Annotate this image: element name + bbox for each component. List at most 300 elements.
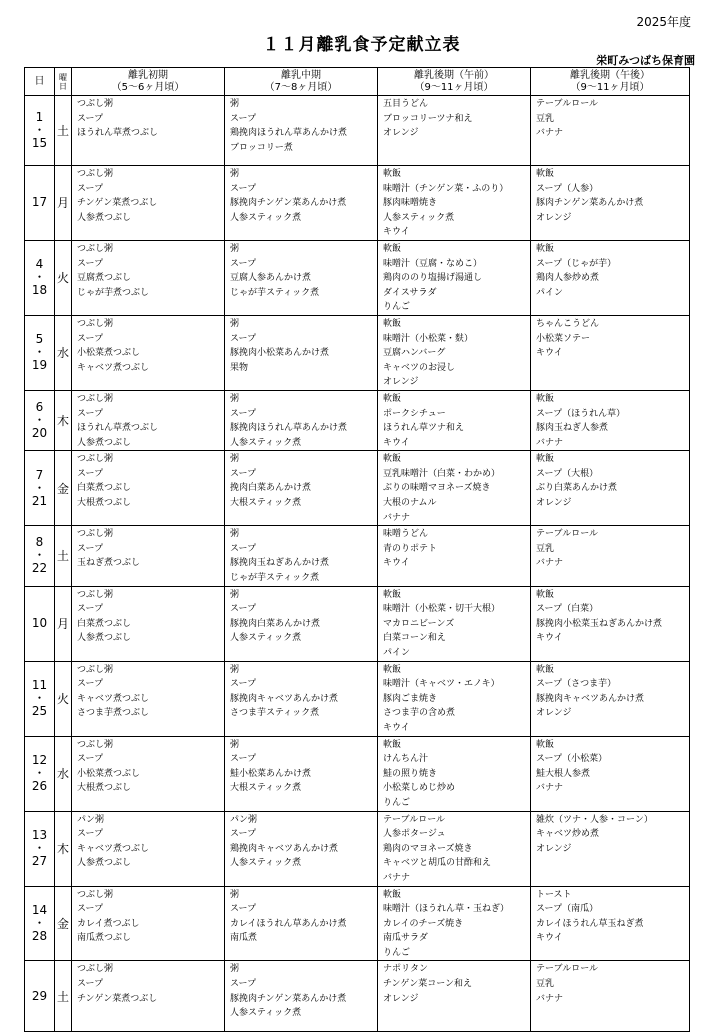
date-part: 22 [31, 561, 48, 576]
menu-item: マカロニビーンズ [383, 618, 455, 629]
menu-item: バナナ [536, 993, 564, 1004]
date-part: ・ [33, 841, 46, 856]
menu-cell-p1 [72, 390, 225, 450]
date-part: 8 [35, 535, 44, 550]
menu-item: オレンジ [536, 708, 572, 719]
menu-item: スープ [230, 258, 257, 269]
menu-item: つぶし粥 [77, 589, 114, 600]
menu-item: ナポリタン [383, 964, 429, 975]
date-cell [25, 240, 55, 315]
date-cell [25, 451, 55, 526]
menu-item: カレイ煮つぶし [77, 918, 140, 929]
menu-item: スープ [77, 979, 104, 990]
menu-item: スープ [230, 468, 257, 479]
menu-item: つぶし粥 [77, 318, 114, 329]
date-part: 6 [35, 400, 44, 415]
menu-item: 軟飯 [383, 243, 402, 254]
menu-item: 豚挽肉小松菜あんかけ煮 [230, 348, 330, 359]
menu-item: スープ（大根） [536, 468, 599, 479]
menu-item: スープ [77, 754, 104, 765]
menu-item: つぶし粥 [77, 243, 114, 254]
menu-item: 軟飯 [536, 739, 555, 750]
menu-cell-p3 [378, 240, 531, 315]
menu-cell-p3 [378, 886, 531, 961]
menu-item: 味噌汁（豆腐・なめこ） [383, 258, 483, 269]
menu-item: 豚挽肉ほうれん草あんかけ煮 [230, 423, 348, 434]
date-part: ・ [33, 413, 46, 428]
date-cell [25, 586, 55, 661]
menu-cell-p4 [531, 661, 690, 736]
menu-item: ブロッコリー煮 [230, 142, 293, 153]
menu-item: つぶし粥 [77, 99, 114, 109]
menu-item: ぶり白菜あんかけ煮 [536, 483, 618, 494]
menu-item: 鶏挽肉キャベツあんかけ煮 [230, 843, 339, 854]
menu-item: 軟飯 [536, 169, 555, 179]
date-part: 1 [35, 110, 44, 124]
menu-cell-p1 [72, 166, 225, 241]
date-part: 28 [31, 928, 48, 943]
menu-item: スープ [230, 904, 257, 915]
menu-cell-p2 [225, 886, 378, 961]
menu-item: つぶし粥 [77, 739, 114, 750]
menu-item: 味噌汁（ほうれん草・玉ねぎ） [383, 904, 510, 915]
menu-item: 人参スティック煮 [230, 1008, 302, 1019]
menu-item: バナナ [383, 512, 411, 523]
weekday-cell: 木 [55, 811, 72, 886]
weekday-cell: 土 [55, 96, 72, 166]
menu-item: キウイ [383, 722, 410, 733]
menu-row [25, 240, 690, 315]
menu-item: 果物 [230, 362, 249, 373]
menu-item: 鶏肉ののり塩揚げ湯通し [383, 273, 483, 284]
menu-item: カレイのチーズ焼き [383, 918, 464, 929]
header-dow: 曜 日 [55, 68, 72, 96]
menu-item: カレイほうれん草玉ねぎ煮 [536, 918, 644, 929]
menu-item: バナナ [536, 783, 564, 794]
menu-item: ダイスサラダ [383, 287, 437, 298]
menu-item: スープ [77, 604, 104, 615]
menu-item: 豚挽肉チンゲン菜あんかけ煮 [230, 198, 347, 209]
menu-cell-p1 [72, 961, 225, 1032]
menu-cell-p3 [378, 811, 531, 886]
menu-item: 人参スティック煮 [230, 858, 302, 869]
date-part: 18 [31, 283, 48, 298]
date-part: ・ [33, 123, 46, 137]
menu-item: 人参煮つぶし [77, 633, 132, 644]
date-cell [25, 315, 55, 390]
menu-cell-p4 [531, 586, 690, 661]
menu-item: 粥 [230, 454, 240, 465]
menu-item: テーブルロール [536, 529, 599, 540]
menu-cell-p4 [531, 961, 690, 1032]
menu-cell-p2 [225, 390, 378, 450]
menu-item: 小松菜煮つぶし [77, 768, 141, 779]
menu-cell-p3 [378, 166, 531, 241]
date-part: ・ [33, 270, 46, 285]
menu-item: 軟飯 [383, 889, 402, 900]
menu-item: 豚肉玉ねぎ人参煮 [536, 423, 609, 434]
date-cell [25, 390, 55, 450]
menu-row [25, 811, 690, 886]
menu-cell-p3 [378, 526, 531, 586]
date-cell [25, 166, 55, 241]
menu-item: オレンジ [383, 993, 419, 1004]
date-part: 29 [31, 988, 48, 1003]
menu-cell-p1 [72, 526, 225, 586]
menu-item: スープ [77, 408, 104, 419]
date-cell [25, 736, 55, 811]
menu-item: じゃが芋煮つぶし [77, 287, 150, 298]
date-part: 15 [31, 136, 48, 150]
menu-cell-p3 [378, 736, 531, 811]
page-title: １１月離乳食予定献立表 [262, 35, 461, 55]
menu-item: 白菜煮つぶし [77, 483, 132, 494]
menu-cell-p4 [531, 886, 690, 961]
date-part: 17 [31, 195, 48, 210]
menu-item: さつま芋スティック煮 [230, 708, 320, 719]
weekday-cell: 木 [55, 390, 72, 450]
menu-item: 味噌汁（チンゲン菜・ふのり） [383, 183, 509, 194]
menu-item: 軟飯 [536, 243, 555, 254]
weekday-cell: 月 [55, 586, 72, 661]
menu-item: 豆乳 [536, 543, 555, 554]
date-cell [25, 96, 55, 166]
menu-item: 小松菜しめじ炒め [383, 783, 456, 794]
menu-item: スープ [77, 183, 104, 194]
date-cell [25, 961, 55, 1032]
weekday-cell: 金 [55, 886, 72, 961]
weekday-cell: 火 [55, 661, 72, 736]
menu-item: 味噌汁（キャベツ・エノキ） [383, 679, 500, 690]
menu-item: ほうれん草煮つぶし [77, 423, 159, 434]
menu-item: 粥 [230, 664, 240, 675]
menu-item: 五目うどん [383, 99, 429, 109]
menu-item: スープ（白菜） [536, 604, 599, 615]
menu-item: チンゲン菜煮つぶし [77, 993, 158, 1004]
menu-item: 大根スティック煮 [230, 498, 302, 509]
menu-item: 豆乳 [536, 979, 555, 990]
menu-item: キャベツのお浸し [383, 362, 456, 373]
menu-item: 軟飯 [536, 664, 555, 675]
menu-item: つぶし粥 [77, 664, 114, 675]
header-date: 日 [25, 68, 55, 96]
menu-item: りんご [383, 947, 411, 958]
menu-item: 人参スティック煮 [230, 437, 302, 448]
menu-item: 粥 [230, 99, 240, 109]
date-cell [25, 526, 55, 586]
menu-item: 豆乳味噌汁（白菜・わかめ） [383, 468, 501, 479]
menu-item: つぶし粥 [77, 889, 114, 900]
menu-cell-p2 [225, 240, 378, 315]
menu-row [25, 96, 690, 166]
menu-item: 鶏挽肉ほうれん草あんかけ煮 [230, 128, 348, 139]
menu-item: 小松菜煮つぶし [77, 348, 141, 359]
menu-item: 粥 [230, 529, 240, 540]
menu-item: 人参煮つぶし [77, 212, 132, 223]
menu-item: 南瓜サラダ [383, 933, 428, 944]
menu-item: 小松菜ソテー [536, 333, 591, 344]
menu-item: キャベツ炒め煮 [536, 829, 600, 840]
menu-cell-p1 [72, 886, 225, 961]
menu-cell-p1 [72, 811, 225, 886]
menu-item: 青のりポテト [383, 543, 438, 554]
menu-item: 軟飯 [383, 393, 402, 404]
menu-row [25, 166, 690, 241]
menu-item: 大根煮つぶし [77, 498, 132, 509]
menu-cell-p2 [225, 961, 378, 1032]
menu-item: ほうれん草煮つぶし [77, 128, 159, 139]
menu-item: キャベツ煮つぶし [77, 843, 150, 854]
date-part: ・ [33, 548, 46, 563]
menu-item: 鮭小松菜あんかけ煮 [230, 768, 312, 779]
menu-item: 軟飯 [383, 589, 402, 600]
menu-item: りんご [383, 797, 411, 808]
menu-item: カレイほうれん草あんかけ煮 [230, 918, 347, 929]
menu-item: ポークシチュー [383, 408, 446, 419]
menu-row [25, 526, 690, 586]
menu-item: 白菜煮つぶし [77, 618, 132, 629]
date-part: 12 [31, 753, 48, 768]
menu-item: 豚肉チンゲン菜あんかけ煮 [536, 198, 644, 209]
menu-item: 大根のナムル [383, 498, 437, 509]
menu-item: 玉ねぎ煮つぶし [77, 558, 141, 569]
weekday-cell: 水 [55, 315, 72, 390]
menu-item: 南瓜煮つぶし [77, 933, 132, 944]
menu-cell-p2 [225, 166, 378, 241]
menu-item: 豆乳 [536, 113, 555, 124]
menu-item: キウイ [536, 933, 563, 944]
menu-item: キウイ [383, 227, 410, 238]
menu-item: バナナ [536, 128, 564, 139]
menu-item: ブロッコリーツナ和え [383, 113, 473, 124]
menu-cell-p4 [531, 736, 690, 811]
weekday-cell: 金 [55, 451, 72, 526]
menu-item: スープ [230, 333, 257, 344]
menu-item: スープ [230, 183, 257, 194]
menu-cell-p3 [378, 961, 531, 1032]
menu-item: パン粥 [230, 814, 258, 825]
menu-row [25, 661, 690, 736]
menu-item: スープ [77, 468, 104, 479]
menu-row [25, 886, 690, 961]
menu-item: スープ（ほうれん草） [536, 408, 626, 419]
header-row [25, 68, 690, 96]
menu-cell-p2 [225, 811, 378, 886]
date-part: ・ [33, 766, 46, 781]
menu-item: スープ [230, 979, 257, 990]
menu-item: 軟飯 [536, 393, 555, 404]
fiscal-year: 2025年度 [636, 15, 691, 29]
date-part: ・ [33, 345, 46, 360]
menu-item: ほうれん草ツナ和え [383, 423, 465, 434]
menu-item: キャベツ煮つぶし [77, 693, 150, 704]
weekday-cell: 土 [55, 526, 72, 586]
menu-row [25, 961, 690, 1032]
menu-item: 大根煮つぶし [77, 783, 132, 794]
date-part: 4 [35, 257, 44, 272]
menu-item: つぶし粥 [77, 454, 114, 465]
school-name: 栄町みつばち保育園 [596, 54, 695, 67]
menu-item: スープ（南瓜） [536, 904, 599, 915]
menu-item: けんちん汁 [383, 754, 429, 765]
menu-item: りんご [383, 302, 411, 313]
menu-item: キウイ [383, 437, 410, 448]
menu-item: キウイ [536, 633, 563, 644]
menu-cell-p3 [378, 315, 531, 390]
menu-item: スープ [230, 829, 257, 840]
date-cell [25, 811, 55, 886]
menu-item: バナナ [536, 437, 564, 448]
menu-item: 豆腐人参あんかけ煮 [230, 273, 312, 284]
date-cell [25, 661, 55, 736]
menu-item: オレンジ [536, 498, 572, 509]
menu-item: ぶりの味噌マヨネーズ焼き [383, 483, 491, 494]
menu-item: 粥 [230, 889, 240, 900]
weekday-cell: 火 [55, 240, 72, 315]
menu-item: 白菜コーン和え [383, 633, 446, 644]
date-part: 5 [35, 332, 44, 347]
menu-item: 豆腐ハンバーグ [383, 348, 446, 359]
menu-item: 軟飯 [383, 169, 402, 179]
menu-cell-p1 [72, 736, 225, 811]
menu-item: スープ [77, 829, 104, 840]
date-part: ・ [33, 480, 46, 495]
menu-item: テーブルロール [383, 814, 446, 825]
menu-item: 味噌うどん [383, 529, 429, 540]
menu-item: キウイ [383, 558, 410, 569]
menu-item: キャベツと胡瓜の甘酢和え [383, 858, 492, 869]
menu-item: 粥 [230, 243, 240, 254]
date-part: 11 [31, 678, 48, 693]
menu-item: 大根スティック煮 [230, 783, 302, 794]
menu-item: さつま芋煮つぶし [77, 708, 150, 719]
menu-item: 鮭の照り焼き [383, 768, 438, 779]
menu-row [25, 390, 690, 450]
menu-item: つぶし粥 [77, 393, 114, 404]
date-part: 19 [31, 358, 48, 373]
menu-item: 挽肉白菜あんかけ煮 [230, 483, 312, 494]
menu-item: つぶし粥 [77, 964, 114, 975]
date-cell [25, 886, 55, 961]
menu-cell-p4 [531, 166, 690, 241]
menu-item: 人参煮つぶし [77, 858, 132, 869]
menu-item: 味噌汁（小松菜・切干大根） [383, 604, 501, 615]
menu-item: 粥 [230, 318, 240, 329]
menu-cell-p2 [225, 451, 378, 526]
menu-cell-p2 [225, 315, 378, 390]
menu-item: スープ [230, 113, 257, 124]
menu-item: 豚挽肉キャベツあんかけ煮 [230, 693, 339, 704]
menu-cell-p2 [225, 736, 378, 811]
menu-item: オレンジ [536, 212, 572, 223]
menu-item: 人参スティック煮 [230, 212, 302, 223]
menu-body [25, 96, 690, 1032]
menu-item: じゃが芋スティック煮 [230, 573, 320, 584]
menu-cell-p3 [378, 661, 531, 736]
menu-cell-p4 [531, 240, 690, 315]
menu-cell-p1 [72, 315, 225, 390]
weekday-cell: 土 [55, 961, 72, 1032]
menu-cell-p4 [531, 96, 690, 166]
menu-item: チンゲン菜コーン和え [383, 979, 473, 990]
menu-item: 味噌汁（小松菜・麩） [383, 333, 474, 344]
menu-item: じゃが芋スティック煮 [230, 287, 320, 298]
header-middle-stage: 離乳中期 （7～8ヶ月頃） [225, 68, 378, 96]
menu-item: スープ [77, 904, 104, 915]
header-late-stage-am: 離乳後期（午前） （9～11ヶ月頃） [378, 68, 531, 96]
menu-item: 豚挽肉玉ねぎあんかけ煮 [230, 558, 330, 569]
date-part: 25 [31, 704, 48, 719]
menu-item: パン粥 [77, 814, 105, 825]
menu-item: さつま芋の含め煮 [383, 708, 456, 719]
menu-item: オレンジ [536, 843, 572, 854]
menu-item: 豚肉味噌焼き [383, 198, 438, 209]
menu-item: キャベツ煮つぶし [77, 362, 150, 373]
menu-item: 豚肉ごま焼き [383, 693, 438, 704]
menu-item: オレンジ [383, 377, 419, 388]
menu-cell-p4 [531, 315, 690, 390]
menu-row [25, 451, 690, 526]
menu-item: 人参煮つぶし [77, 437, 132, 448]
menu-item: スープ [230, 408, 257, 419]
date-part: 21 [31, 493, 48, 508]
menu-cell-p1 [72, 451, 225, 526]
menu-item: パイン [383, 648, 411, 658]
menu-item: 粥 [230, 739, 240, 750]
menu-item: 雑炊（ツナ・人参・コーン） [536, 814, 653, 825]
date-part: ・ [33, 915, 46, 930]
date-part: 13 [31, 828, 48, 843]
date-part: 14 [31, 902, 48, 917]
menu-item: スープ [230, 543, 257, 554]
menu-cell-p1 [72, 240, 225, 315]
menu-item: 粥 [230, 393, 240, 404]
menu-item: 南瓜煮 [230, 933, 258, 944]
menu-cell-p3 [378, 390, 531, 450]
menu-row [25, 315, 690, 390]
date-part: 7 [35, 467, 44, 482]
menu-table [24, 67, 690, 1032]
menu-cell-p1 [72, 96, 225, 166]
weekday-cell: 水 [55, 736, 72, 811]
menu-item: 軟飯 [383, 739, 402, 750]
menu-cell-p2 [225, 96, 378, 166]
menu-cell-p4 [531, 390, 690, 450]
menu-item: スープ [77, 679, 104, 690]
date-part: 20 [31, 426, 48, 441]
menu-item: スープ（人参） [536, 183, 599, 194]
menu-cell-p3 [378, 451, 531, 526]
menu-item: パイン [536, 287, 564, 298]
menu-item: 軟飯 [536, 454, 555, 465]
menu-item: スープ [230, 679, 257, 690]
weekday-cell: 月 [55, 166, 72, 241]
menu-cell-p2 [225, 586, 378, 661]
header-early-stage: 離乳初期 （5～6ヶ月頃） [72, 68, 225, 96]
menu-item: 豚挽肉チンゲン菜あんかけ煮 [230, 993, 347, 1004]
menu-item: 鶏肉人参炒め煮 [536, 273, 600, 284]
menu-item: スープ [77, 113, 104, 124]
menu-item: つぶし粥 [77, 529, 114, 540]
menu-item: 粥 [230, 964, 240, 975]
menu-cell-p1 [72, 586, 225, 661]
menu-cell-p4 [531, 451, 690, 526]
menu-cell-p4 [531, 811, 690, 886]
menu-item: 軟飯 [383, 318, 402, 329]
menu-item: スープ（小松菜） [536, 754, 608, 765]
menu-cell-p2 [225, 526, 378, 586]
menu-item: キウイ [536, 348, 563, 359]
